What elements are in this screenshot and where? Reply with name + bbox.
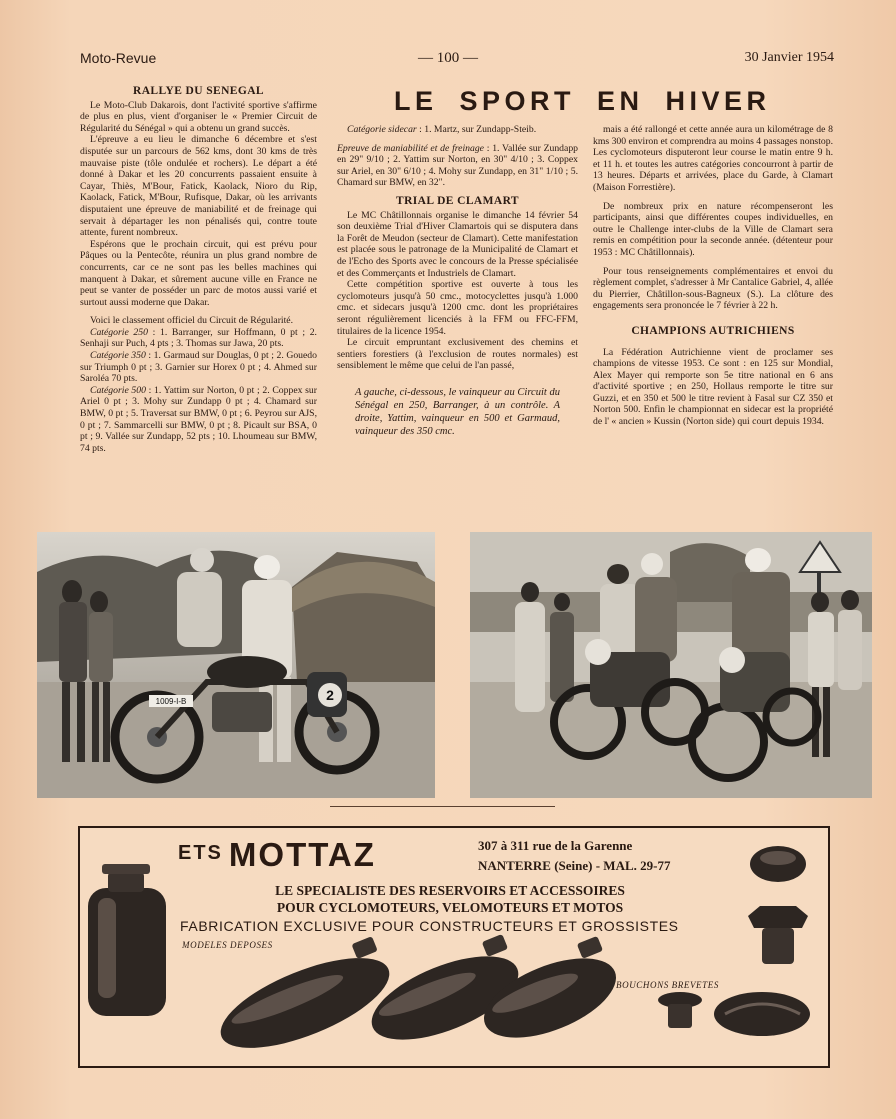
trial-p2: Cette compétition sportive est ouverte à tous les cyclomoteurs jusqu'à 50 cmc., motocyclettes jusqu'à 1.000 cmc. et sidecars jusqu'à 1200 cmc. dont les propriétaires seront régulièrement licenciés à la FFM ou FFC-FFM, titulaires de la licence 1954. [337,279,578,337]
ad-models-label: MODELES DEPOSES [182,940,273,950]
rallye-p2: L'épreuve a eu lieu le dimanche 6 décembre et s'est disputée sur un parcours de 562 kms, dont 30 kms de très mauvaise piste (tôle ondulée et rochers). Le départ a été donné à Dakar et les 20 concurrents passaient ensuite à Cayar, Thiès, M'Bour, Fatick, Kaolack, Nioro du Rip, Kaolack, Fatick, M'Bour, Rufisque, Dakar, où les arrivants disputaient une épreuve de maniabilité et de freinage qui servait à départager les non pénalisés qui, contre toute attente, furent nombreux. [80,134,317,239]
column-trial [337,124,578,438]
trial-heading: TRIAL DE CLAMART [396,194,519,207]
rallye-p1: Le Moto-Club Dakarois, dont l'activité sportive s'affirme de plus en plus, vient d'organiser le « Premier Circuit de Régularité du Sénégal » qui a obtenu un grand succès. [80,99,317,134]
rallye-p3: Espérons que le prochain circuit, qui est prévu pour Pâques ou la Pentecôte, réunira un plus grand nombre de concurrents, car ce ne sont pas les belles machines qui manquent à Dakar, et sûrement aucune ville en France ne peut se vanter de posséder un parc de motos aussi varié et surtout aussi moderne que Dakar. [80,238,317,308]
sidecar-result: Catégorie sidecar : 1. Martz, sur Zundapp-Steib. [347,124,537,135]
race-number: 2 [326,687,334,703]
fuel-cap-1-icon [750,846,806,882]
page-number: — 100 — [418,50,478,66]
ad-city-phone: NANTERRE (Seine) - MAL. 29-77 [478,858,671,873]
ad-address: 307 à 311 rue de la Garenne [478,838,633,853]
rallye-heading: RALLYE DU SENEGAL [133,85,264,97]
photo-barranger [37,532,435,798]
ad-fabrication: FABRICATION EXCLUSIVE POUR CONSTRUCTEURS ET GROSSISTES [180,918,679,934]
cat500-result: Catégorie 500 : 1. Yattim sur Norton, 0 pt ; 2. Coppex sur Ariel 0 pt ; 3. Mohy sur Zundapp 0 pt ; 4. Chamard sur BMW, 0 pt ; 5. Traversat sur BMW, 0 pt ; 6. Peyrou sur AJS, 0 pt ; 7. Sammarcelli sur BMW, 0 pt ; 8. Picault sur BSA, 0 pt ; 9. Vallée sur Zundapp, 52 pts ; 10. Lhoumeau sur BMW, 74 pts. [80,384,317,454]
issue-date: 30 Janvier 1954 [744,50,834,65]
ad-tagline: LE SPECIALISTE DES RESERVOIRS ET ACCESSOIRES POUR CYCLOMOTEURS, VELOMOTEURS ET MOTOS [275,883,625,915]
photo-yattim-garmaud [470,532,872,798]
separator-rule [330,806,555,807]
trial-p5: De nombreux prix en nature récompenseront les participants, ainsi que différentes coupes individuelles, en outre le Challenge inter-clubs de la Ville de Clamart sera remis en compétition pour la seconde année. (détenteur pour 1953 : MC Châtillonnais). [593,200,833,258]
trial-p6: Pour tous renseignements complémentaires et envoi du règlement complet, s'adresser à Mr Cantalice Gabriel, 4, allée du Pierrier, Châtillon-sous-Bagneux (S.). La clôture des engagements sera prononcée le 7 février à 22 h. [593,265,833,312]
rallye-p4: Voici le classement officiel du Circuit de Régularité. [90,315,294,327]
fuel-cap-3-icon [658,992,702,1028]
fuel-tank-1-icon [208,935,401,1066]
cat350-result: Catégorie 350 : 1. Garmaud sur Douglas, 0 pt ; 2. Gouedo sur Triumph 0 pt ; 3. Garnier sur Horex 0 pt ; 4. Ahmed sur Saroléa 70 pts. [80,350,317,385]
trial-p1: Le MC Châtillonnais organise le dimanche 14 février 54 son deuxième Trial d'Hiver Clamartois qui se disputera dans la Forêt de Meudon (secteur de Clamart). Cette manifestation est placée sous le patronage de la Municipalité de Clamart et de l'Echo des Sports avec le concours de la Presse spécialisée et des Commerçants et Industriels de Clamart. [337,209,578,279]
ad-caps-label: BOUCHONS BREVETES [616,980,719,990]
ad-brand: $^{ETS}$ MOTTAZ [178,836,376,873]
magazine-name: Moto-Revue [80,50,157,66]
photo-caption: A gauche, ci-dessous, le vainqueur au Circuit du Sénégal en 250, Barranger, à un contrôle. A droite, Yattim, vainqueur en 500 et Garmaud, vainqueur des 350 cmc. [355,386,560,437]
column-rallye [80,86,317,454]
trial-p4: mais a été rallongé et cette année aura un kilométrage de 8 kms 300 environ et comprendra au moins 4 passages nonstop. Les cyclomoteurs disputeront leur course le matin entre 9 h. et 11 h. et toutes les autres catégories concourront à partir de 13 heures. Départs et arrivées, place du Garde, à Clamart (Maison Forrestière). [593,124,833,193]
fuel-cap-2-icon [748,906,808,964]
cat250-result: Catégorie 250 : 1. Barranger, sur Hoffmann, 0 pt ; 2. Senhaji sur Puch, 4 pts ; 3. Thomas sur Jawa, 20 pts. [80,326,317,350]
license-plate: 1009-I-B [155,697,187,706]
advertisement-mottaz [78,826,830,1068]
trial-p3: Le circuit empruntant exclusivement des chemins et sentiers forestiers (à l'exclusion de routes normales) est sensiblement le même que celui de l'an passé, [337,337,578,372]
page-title: LE SPORT EN HIVER [394,86,771,116]
fuel-tank-upright-icon [88,864,166,1016]
fuel-cap-4-icon [714,992,810,1036]
column-right [593,124,833,428]
champions-text: La Fédération Autrichienne vient de proclamer ses champions de vitesse 1953. Ce sont : en 125 sur Mondial, Alex Mayer qui remporte son 5e titre national en 6 ans d'activité sportive ; en 250, Hollaus remporte le titre sur Guzzi, et en 350 et 500 le titre revient à Fasal sur CZ 350 et Norton 500. Enfin le championnat en sidecar est la propriété de l' « ancien » Kussin (Norton side) qui court depuis 1934. [593,346,833,428]
maniabilite-result: Epreuve de maniabilité et de freinage : 1. Vallée sur Zundapp en 29" 9/10 ; 2. Yattim sur Norton, en 30" 4/10 ; 3. Coppex sur Ariel, en 30" 6/10 ; 4. Mohy sur Zundapp, en 31" 1/10 ; 5. Chamard sur BMW, en 32". [337,142,579,189]
champions-heading: CHAMPIONS AUTRICHIENS [631,324,795,337]
